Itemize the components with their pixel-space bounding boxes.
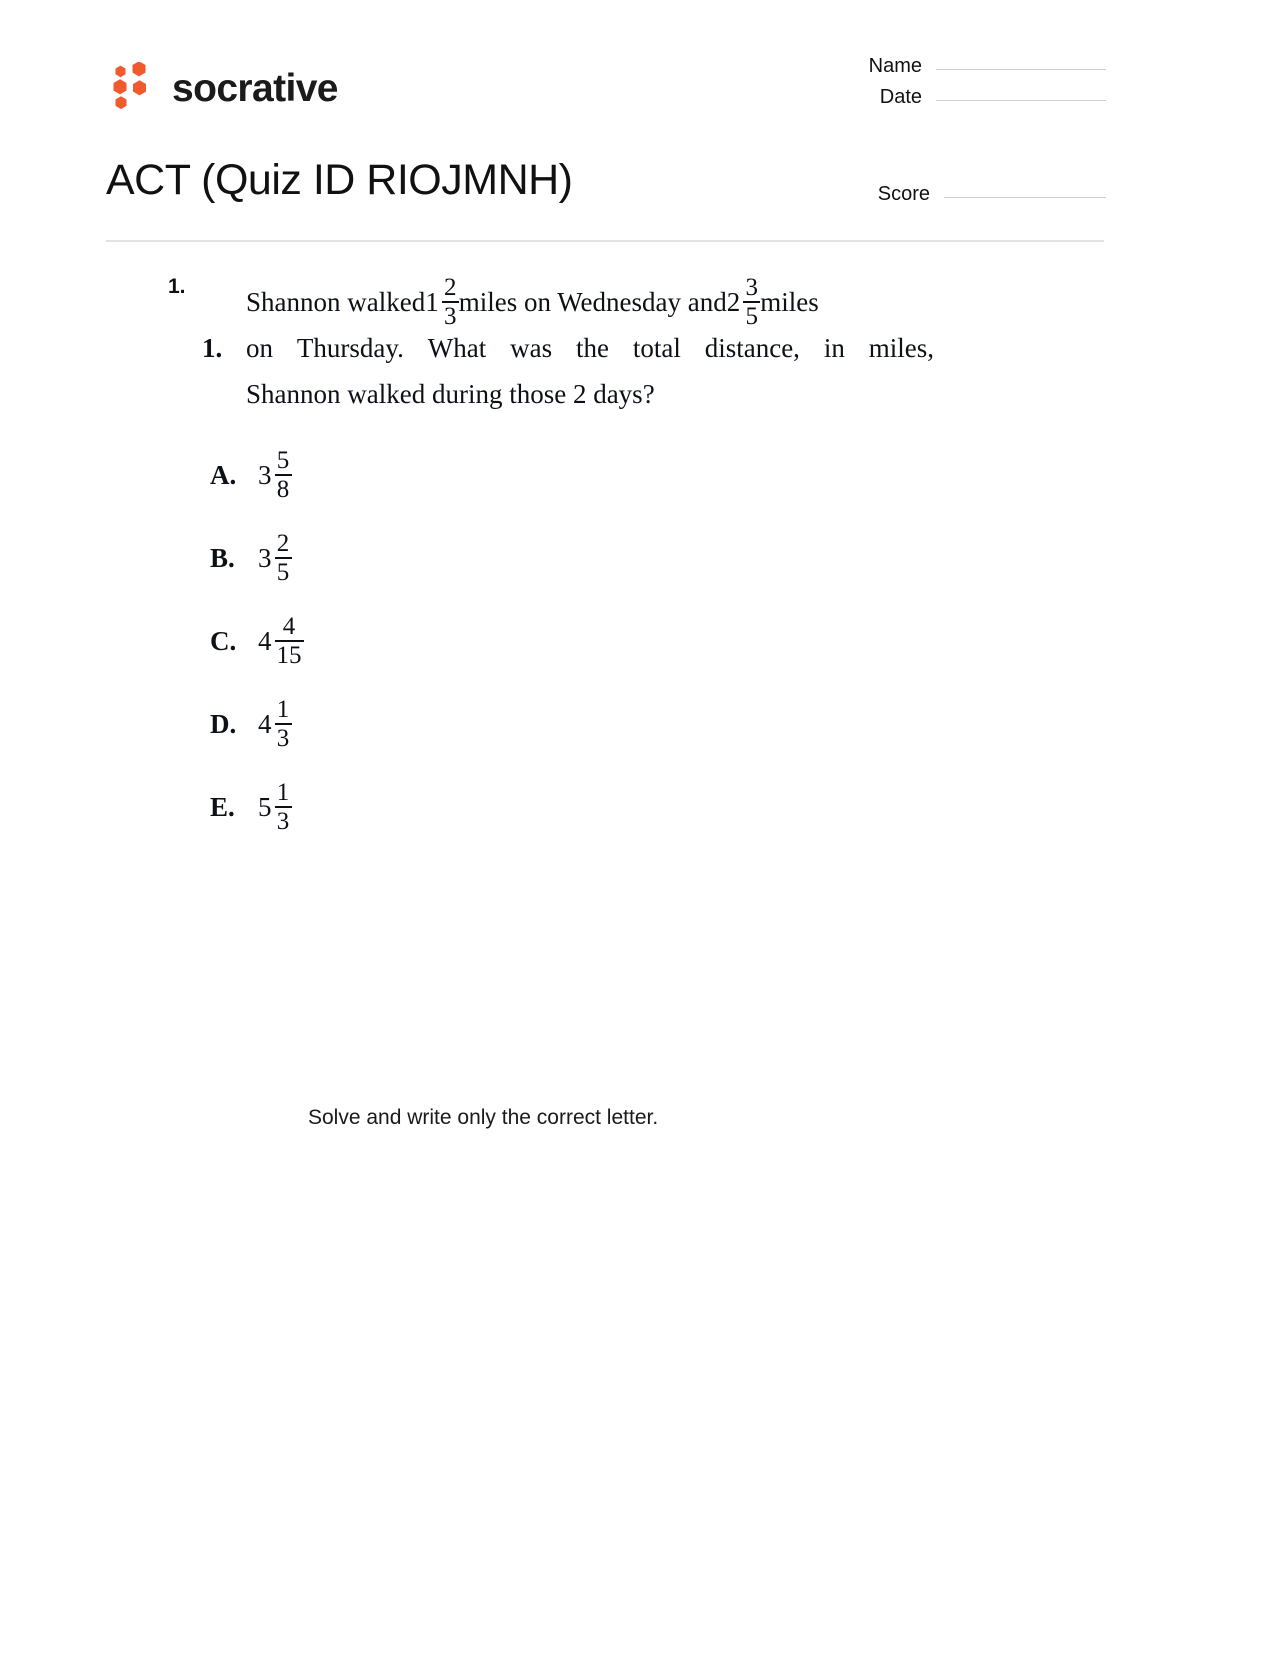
- question-line1-after: miles: [760, 287, 819, 318]
- line2-word: total: [632, 333, 681, 364]
- answer-choice-b-value: [258, 529, 292, 586]
- answer-c-numerator: 4: [282, 612, 296, 640]
- answer-d-fraction: [275, 697, 292, 751]
- mixed-number-2-numerator: 3: [745, 274, 758, 301]
- mixed-number-1: [425, 276, 459, 330]
- question-line1-before: Shannon walked: [246, 287, 426, 318]
- score-field-rule[interactable]: [944, 197, 1106, 198]
- answer-d-numerator: 1: [276, 695, 290, 723]
- answer-a-fraction: [275, 448, 292, 502]
- mixed-number-2: [727, 276, 761, 330]
- socrative-hexagon-logo-icon: [106, 62, 158, 114]
- answer-choice-d-letter: D.: [210, 709, 237, 739]
- name-field-label: Name: [868, 55, 922, 77]
- answer-choice-a[interactable]: [202, 434, 942, 517]
- answer-b-whole: 3: [258, 543, 272, 573]
- answer-d-whole: 4: [258, 709, 272, 739]
- header-divider: [106, 240, 1104, 242]
- brand-name: socrative: [172, 66, 338, 110]
- question-number: 1.: [168, 275, 186, 298]
- line2-word: was: [510, 333, 553, 364]
- answer-e-fraction: [275, 780, 292, 834]
- answer-a-denominator: 8: [276, 475, 290, 503]
- answer-e-whole: 5: [258, 792, 272, 822]
- mixed-number-2-fraction: [743, 275, 760, 329]
- page-title: ACT (Quiz ID RIOJMNH): [106, 156, 573, 204]
- page-header: [106, 56, 1106, 226]
- brand-logo: [106, 62, 338, 114]
- answer-choice-d-value: [258, 695, 292, 752]
- mixed-number-2-denominator: 5: [745, 303, 758, 330]
- answer-choice-e-value: [258, 778, 292, 835]
- answer-choice-b[interactable]: [202, 517, 942, 600]
- question-line1-middle: miles on Wednesday and: [458, 287, 727, 318]
- line2-word: What: [427, 333, 487, 364]
- answer-e-numerator: 1: [276, 778, 290, 806]
- answer-c-whole: 4: [258, 626, 272, 656]
- answer-c-fraction: [275, 614, 304, 668]
- date-field-label: Date: [879, 86, 922, 108]
- answer-b-fraction: [275, 531, 292, 585]
- question-text-line-2: [246, 326, 934, 372]
- answer-a-whole: 3: [258, 460, 272, 490]
- name-field-rule[interactable]: [936, 69, 1106, 70]
- answer-choice-d[interactable]: [202, 683, 942, 766]
- answer-b-numerator: 2: [276, 529, 290, 557]
- answer-d-denominator: 3: [276, 724, 290, 752]
- answer-c-denominator: 15: [276, 641, 302, 669]
- answer-choice-a-letter: A.: [210, 460, 237, 490]
- answer-choice-e[interactable]: [202, 766, 942, 849]
- line2-word: the: [575, 333, 609, 364]
- line2-word: miles,: [868, 333, 934, 364]
- mixed-number-1-numerator: 2: [443, 274, 457, 301]
- date-field-rule[interactable]: [936, 100, 1106, 101]
- line2-word: distance,: [704, 333, 800, 364]
- student-info-fields: [766, 56, 1106, 215]
- answer-choice-c[interactable]: [202, 600, 942, 683]
- score-field-label: Score: [877, 183, 930, 205]
- answer-choice-e-letter: E.: [210, 792, 235, 822]
- question-inner-marker: 1.: [202, 333, 223, 364]
- score-field-row: [766, 184, 1106, 215]
- answer-choice-c-letter: C.: [210, 626, 237, 656]
- answer-choice-b-letter: B.: [210, 543, 235, 573]
- question-line-1-content: [246, 274, 936, 330]
- date-field-row: [766, 87, 1106, 118]
- mixed-number-1-fraction: [442, 275, 459, 329]
- line2-word: in: [823, 333, 845, 364]
- mixed-number-2-whole: 2: [726, 287, 741, 318]
- line2-word: Thursday.: [296, 333, 404, 364]
- answer-choice-a-value: [258, 446, 292, 503]
- answer-choices: [202, 434, 942, 849]
- answer-choice-c-value: [258, 612, 304, 669]
- answer-b-denominator: 5: [276, 558, 290, 586]
- answer-e-denominator: 3: [276, 807, 290, 835]
- question-text-line-1: [202, 274, 942, 418]
- name-field-row: [766, 56, 1106, 87]
- question-image: [202, 274, 942, 849]
- question-text-line-3: Shannon walked during those 2 days?: [246, 379, 655, 410]
- mixed-number-1-denominator: 3: [443, 303, 457, 330]
- mixed-number-1-whole: 1: [425, 287, 439, 318]
- answer-a-numerator: 5: [276, 446, 290, 474]
- question-instruction: Solve and write only the correct letter.: [308, 1106, 659, 1129]
- line2-word: on: [246, 333, 273, 364]
